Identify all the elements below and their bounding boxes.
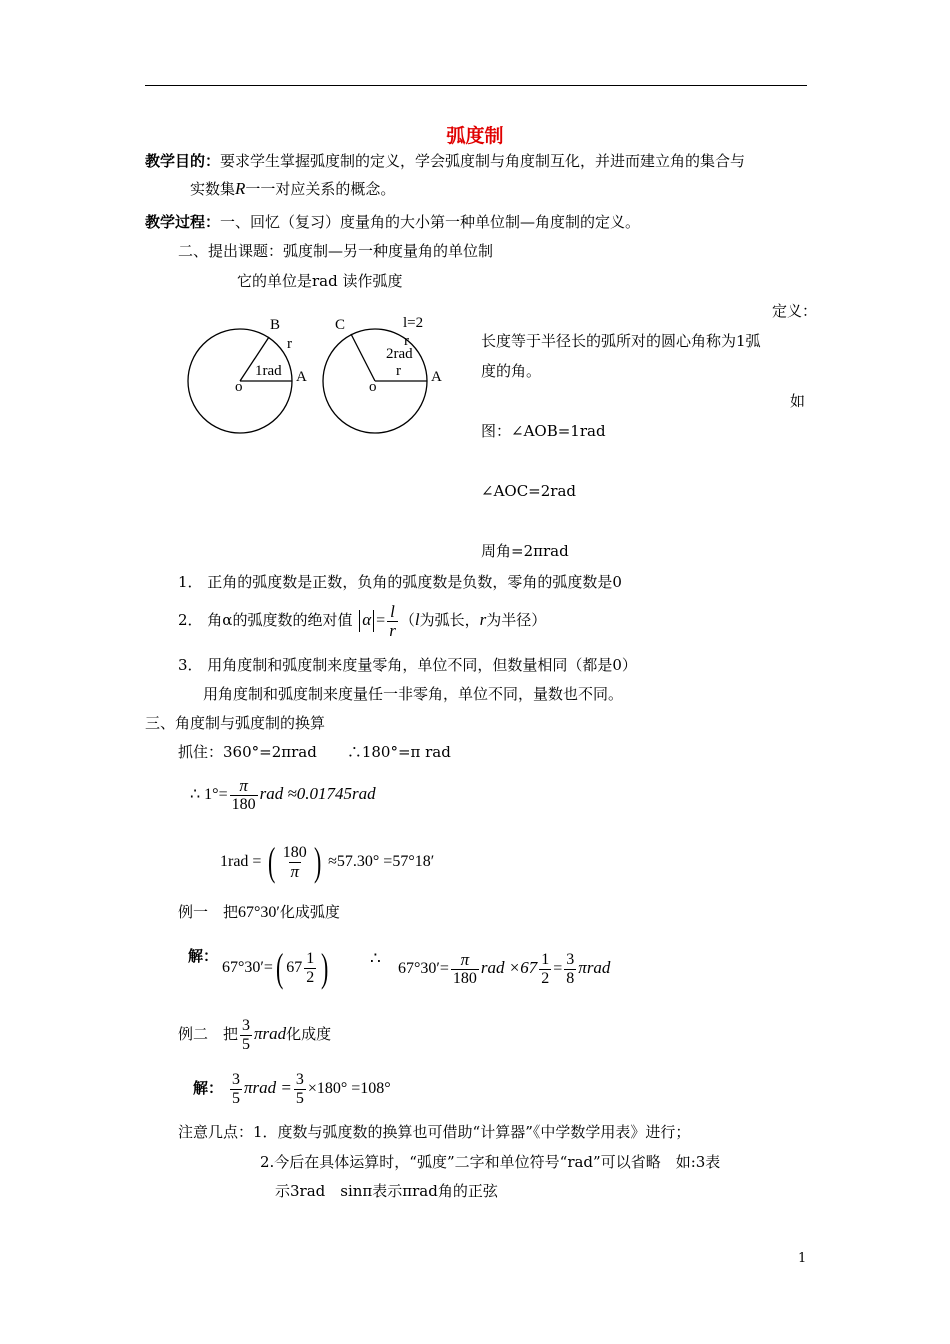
example-1-step1: 67°30′=( 67 $\frac{1}{2}$ ) (222, 945, 329, 991)
c1-label-A: A (296, 369, 307, 385)
example-1: 例一 把67°30′化成弧度 (178, 903, 340, 921)
example-1-solution-label: 解： (188, 947, 219, 965)
example-1-step2: 67°30′= $\frac{\pi}{180}$ rad ×67 $\frac{1}{2}$ = $\frac{3}{8}$ πrad (398, 949, 611, 987)
note-2b: 示3rad sinπ表示πrad角的正弦 (275, 1182, 498, 1200)
c2-label-angle: 2rad (386, 346, 413, 362)
l-over-r: $\frac{l}{r}$ (389, 601, 396, 640)
objective-line1: 教学目的：要求学生掌握弧度制的定义，学会弧度制与角度制互化，并进而建立角的集合与 (145, 152, 746, 170)
c1-label-B: B (270, 317, 281, 333)
conversion-heading: 三、角度制与弧度制的换算 (145, 714, 326, 732)
c1-label-o: o (235, 379, 243, 395)
page-title: 弧度制 (446, 125, 504, 147)
example-2-step: $\frac{3}{5}$ πrad = $\frac{3}{5}$ ×180° =108° (232, 1070, 391, 1107)
process-line2: 二、提出课题：弧度制—另一种度量角的单位制 (178, 242, 494, 260)
c1-label-angle: 1rad (255, 363, 282, 379)
c2-label-l: l=2 (403, 315, 424, 331)
point-1: 1． 正角的弧度数是正数，负角的弧度数是负数，零角的弧度数是0 (178, 573, 622, 591)
c2-label-r-bottom: r (396, 363, 401, 379)
c2-label-o: o (369, 379, 377, 395)
note-2: 2.今后在具体运算时，“弧度”二字和单位符号“rad”可以省略 如:3表 (260, 1153, 721, 1171)
example-1-therefore: ∴ (370, 949, 381, 969)
radian-figure (180, 305, 455, 440)
note-1: 注意几点：1．度数与弧度数的换算也可借助“计算器”《中学数学用表》进行； (178, 1123, 691, 1141)
definition-line1: 长度等于半径长的弧所对的圆心角称为1弧 (481, 332, 761, 350)
process-line1: 教学过程：一、回忆（复习）度量角的大小第一种单位制—角度制的定义。 (145, 213, 641, 231)
definition-label: 定义： (772, 302, 818, 320)
definition-eg2: ∠AOC=2rad (481, 482, 577, 500)
definition-ru: 如 (790, 392, 806, 410)
conversion-grasp: 抓住：360°=2πrad ∴180°=π rad (178, 743, 451, 761)
page-number: 1 (798, 1251, 807, 1266)
formula-1: ∴ 1°= $\frac{\pi}{180}$ rad ≈0.01745rad (190, 775, 376, 813)
definition-eg1: 图：∠AOB=1rad (481, 422, 606, 440)
c2-label-A: A (431, 369, 442, 385)
definition-line2: 度的角。 (481, 362, 542, 380)
example-2: 例二 把 $\frac{3}{5}$ πrad化成度 (178, 1016, 332, 1053)
circle-two (323, 315, 442, 433)
point-3b: 用角度制和弧度制来度量任一非零角，单位不同，量数也不同。 (203, 685, 624, 703)
c2-label-C: C (335, 317, 346, 333)
point-2: 2． 角α的弧度数的绝对值 α = $\frac{l}{r}$ （l为弧长，r为半径） (178, 601, 547, 640)
c1-label-r: r (287, 336, 292, 352)
process-label: 教学过程： (145, 213, 221, 231)
point-3: 3． 用角度制和弧度制来度量零角，单位不同，但数量相同（都是0） (178, 656, 637, 674)
process-line3: 它的单位是rad 读作弧度 (237, 272, 403, 290)
c2-label-r-top: r (404, 333, 409, 349)
objective-line2: 实数集R一一对应关系的概念。 (190, 179, 396, 198)
definition-eg3: 周角=2πrad (481, 542, 569, 560)
header-rule (145, 85, 807, 86)
example-2-solution-label: 解： (193, 1079, 224, 1097)
objective-label: 教学目的： (145, 152, 221, 170)
circle-one (188, 317, 307, 433)
formula-2: 1rad = ( $\frac{180}{\pi}$ ) ≈57.30° =57°18′ (220, 839, 435, 885)
